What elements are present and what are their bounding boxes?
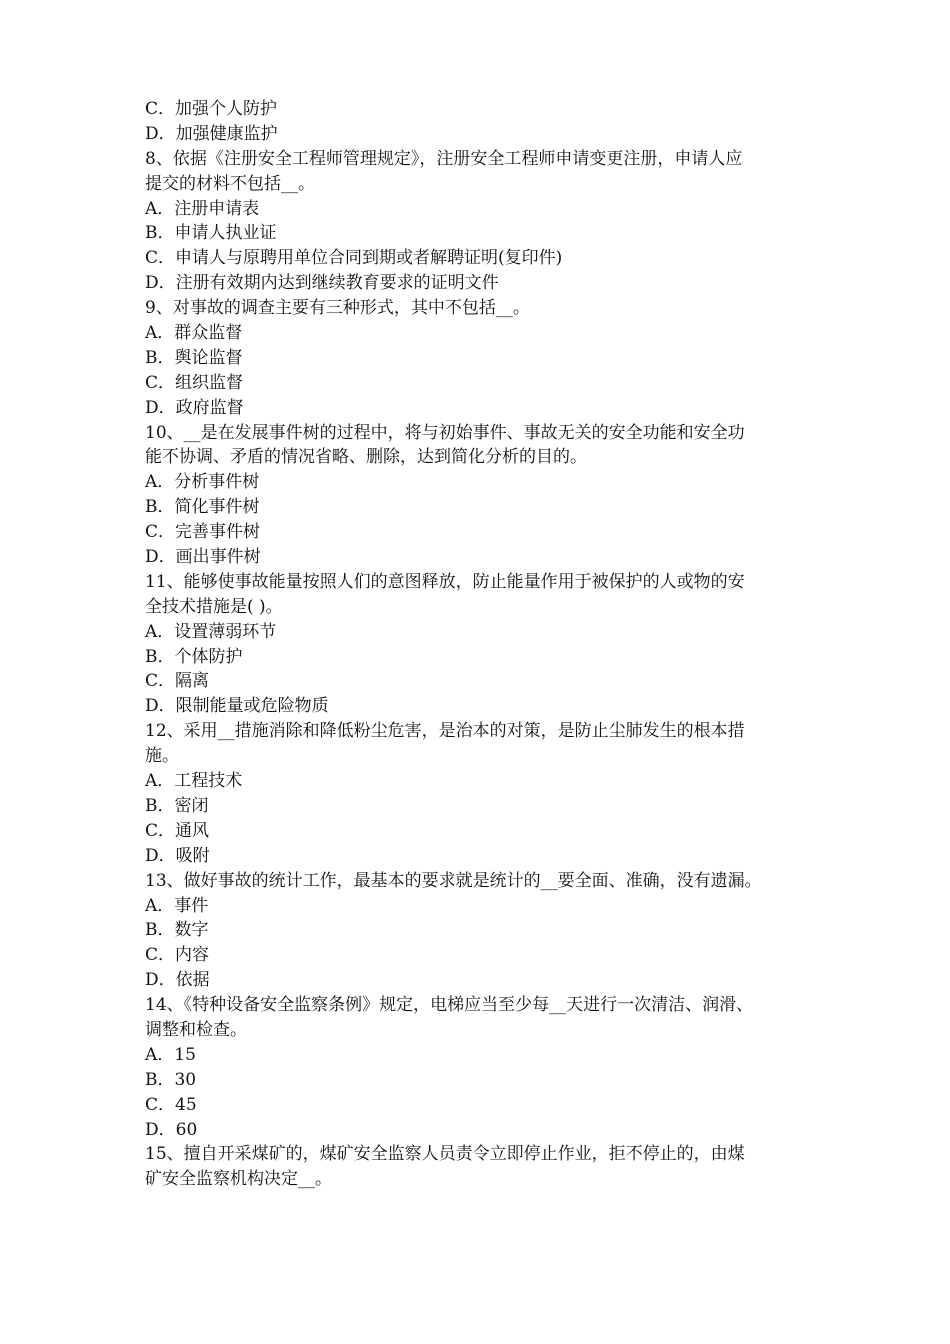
text-line: 调整和检查。 (145, 1019, 247, 1040)
text-line: B．简化事件树 (145, 497, 260, 518)
text-line: 10、__是在发展事件树的过程中，将与初始事件、事故无关的安全功能和安全功 (145, 422, 745, 443)
text-line: A．工程技术 (145, 771, 243, 792)
text-line: A．事件 (145, 895, 209, 916)
text-line: C．完善事件树 (145, 522, 261, 543)
text-line: 能不协调、矛盾的情况省略、删除，达到简化分析的目的。 (145, 447, 587, 468)
text-line: B．申请人执业证 (145, 223, 277, 244)
text-line: D．限制能量或危险物质 (145, 696, 329, 717)
text-line: D．政府监督 (145, 397, 244, 418)
text-line: A．分析事件树 (145, 472, 260, 493)
text-line: A．15 (145, 1044, 196, 1065)
text-line: 11、能够使事故能量按照人们的意图释放，防止能量作用于被保护的人或物的安 (145, 571, 745, 592)
text-line: 8、依据《注册安全工程师管理规定》，注册安全工程师申请变更注册，申请人应 (145, 148, 743, 169)
text-line: B．密闭 (145, 795, 209, 816)
text-line: D．加强健康监护 (145, 123, 278, 144)
text-line: B．舆论监督 (145, 347, 243, 368)
text-line: C．内容 (145, 945, 210, 966)
text-line: 15、擅自开采煤矿的，煤矿安全监察人员责令立即停止作业，拒不停止的，由煤 (145, 1144, 745, 1165)
text-line: B．数字 (145, 920, 209, 941)
text-line: C．通风 (145, 820, 210, 841)
text-line: D．画出事件树 (145, 547, 261, 568)
text-line: 13、做好事故的统计工作，最基本的要求就是统计的__要全面、准确，没有遗漏。 (145, 870, 762, 891)
text-line: D．依据 (145, 970, 210, 991)
text-line: 14、《特种设备安全监察条例》规定，电梯应当至少每__天进行一次清洁、润滑、 (145, 995, 754, 1016)
text-line: 提交的材料不包括__。 (145, 173, 315, 194)
document-body (145, 97, 815, 1192)
text-line: C．申请人与原聘用单位合同到期或者解聘证明(复印件) (145, 248, 563, 269)
text-line: D．注册有效期内达到继续教育要求的证明文件 (145, 273, 499, 294)
text-line: C．隔离 (145, 671, 210, 692)
text-line: D．吸附 (145, 845, 210, 866)
text-line: 施。 (145, 746, 179, 767)
text-line: A．设置薄弱环节 (145, 621, 277, 642)
text-line: D．60 (145, 1119, 198, 1140)
text-line: 矿安全监察机构决定__。 (145, 1169, 332, 1190)
text-line: C．加强个人防护 (145, 99, 278, 119)
text-line: B．30 (145, 1069, 197, 1090)
text-line: A．注册申请表 (145, 198, 260, 219)
text-line: 9、对事故的调查主要有三种形式，其中不包括__。 (145, 298, 530, 319)
text-line: C．45 (145, 1094, 197, 1115)
text-line: A．群众监督 (145, 323, 243, 344)
text-line: 全技术措施是( )。 (145, 596, 283, 617)
text-line: C．组织监督 (145, 372, 244, 393)
text-line: B．个体防护 (145, 646, 243, 667)
text-line: 12、采用__措施消除和降低粉尘危害，是治本的对策，是防止尘肺发生的根本措 (145, 721, 745, 742)
